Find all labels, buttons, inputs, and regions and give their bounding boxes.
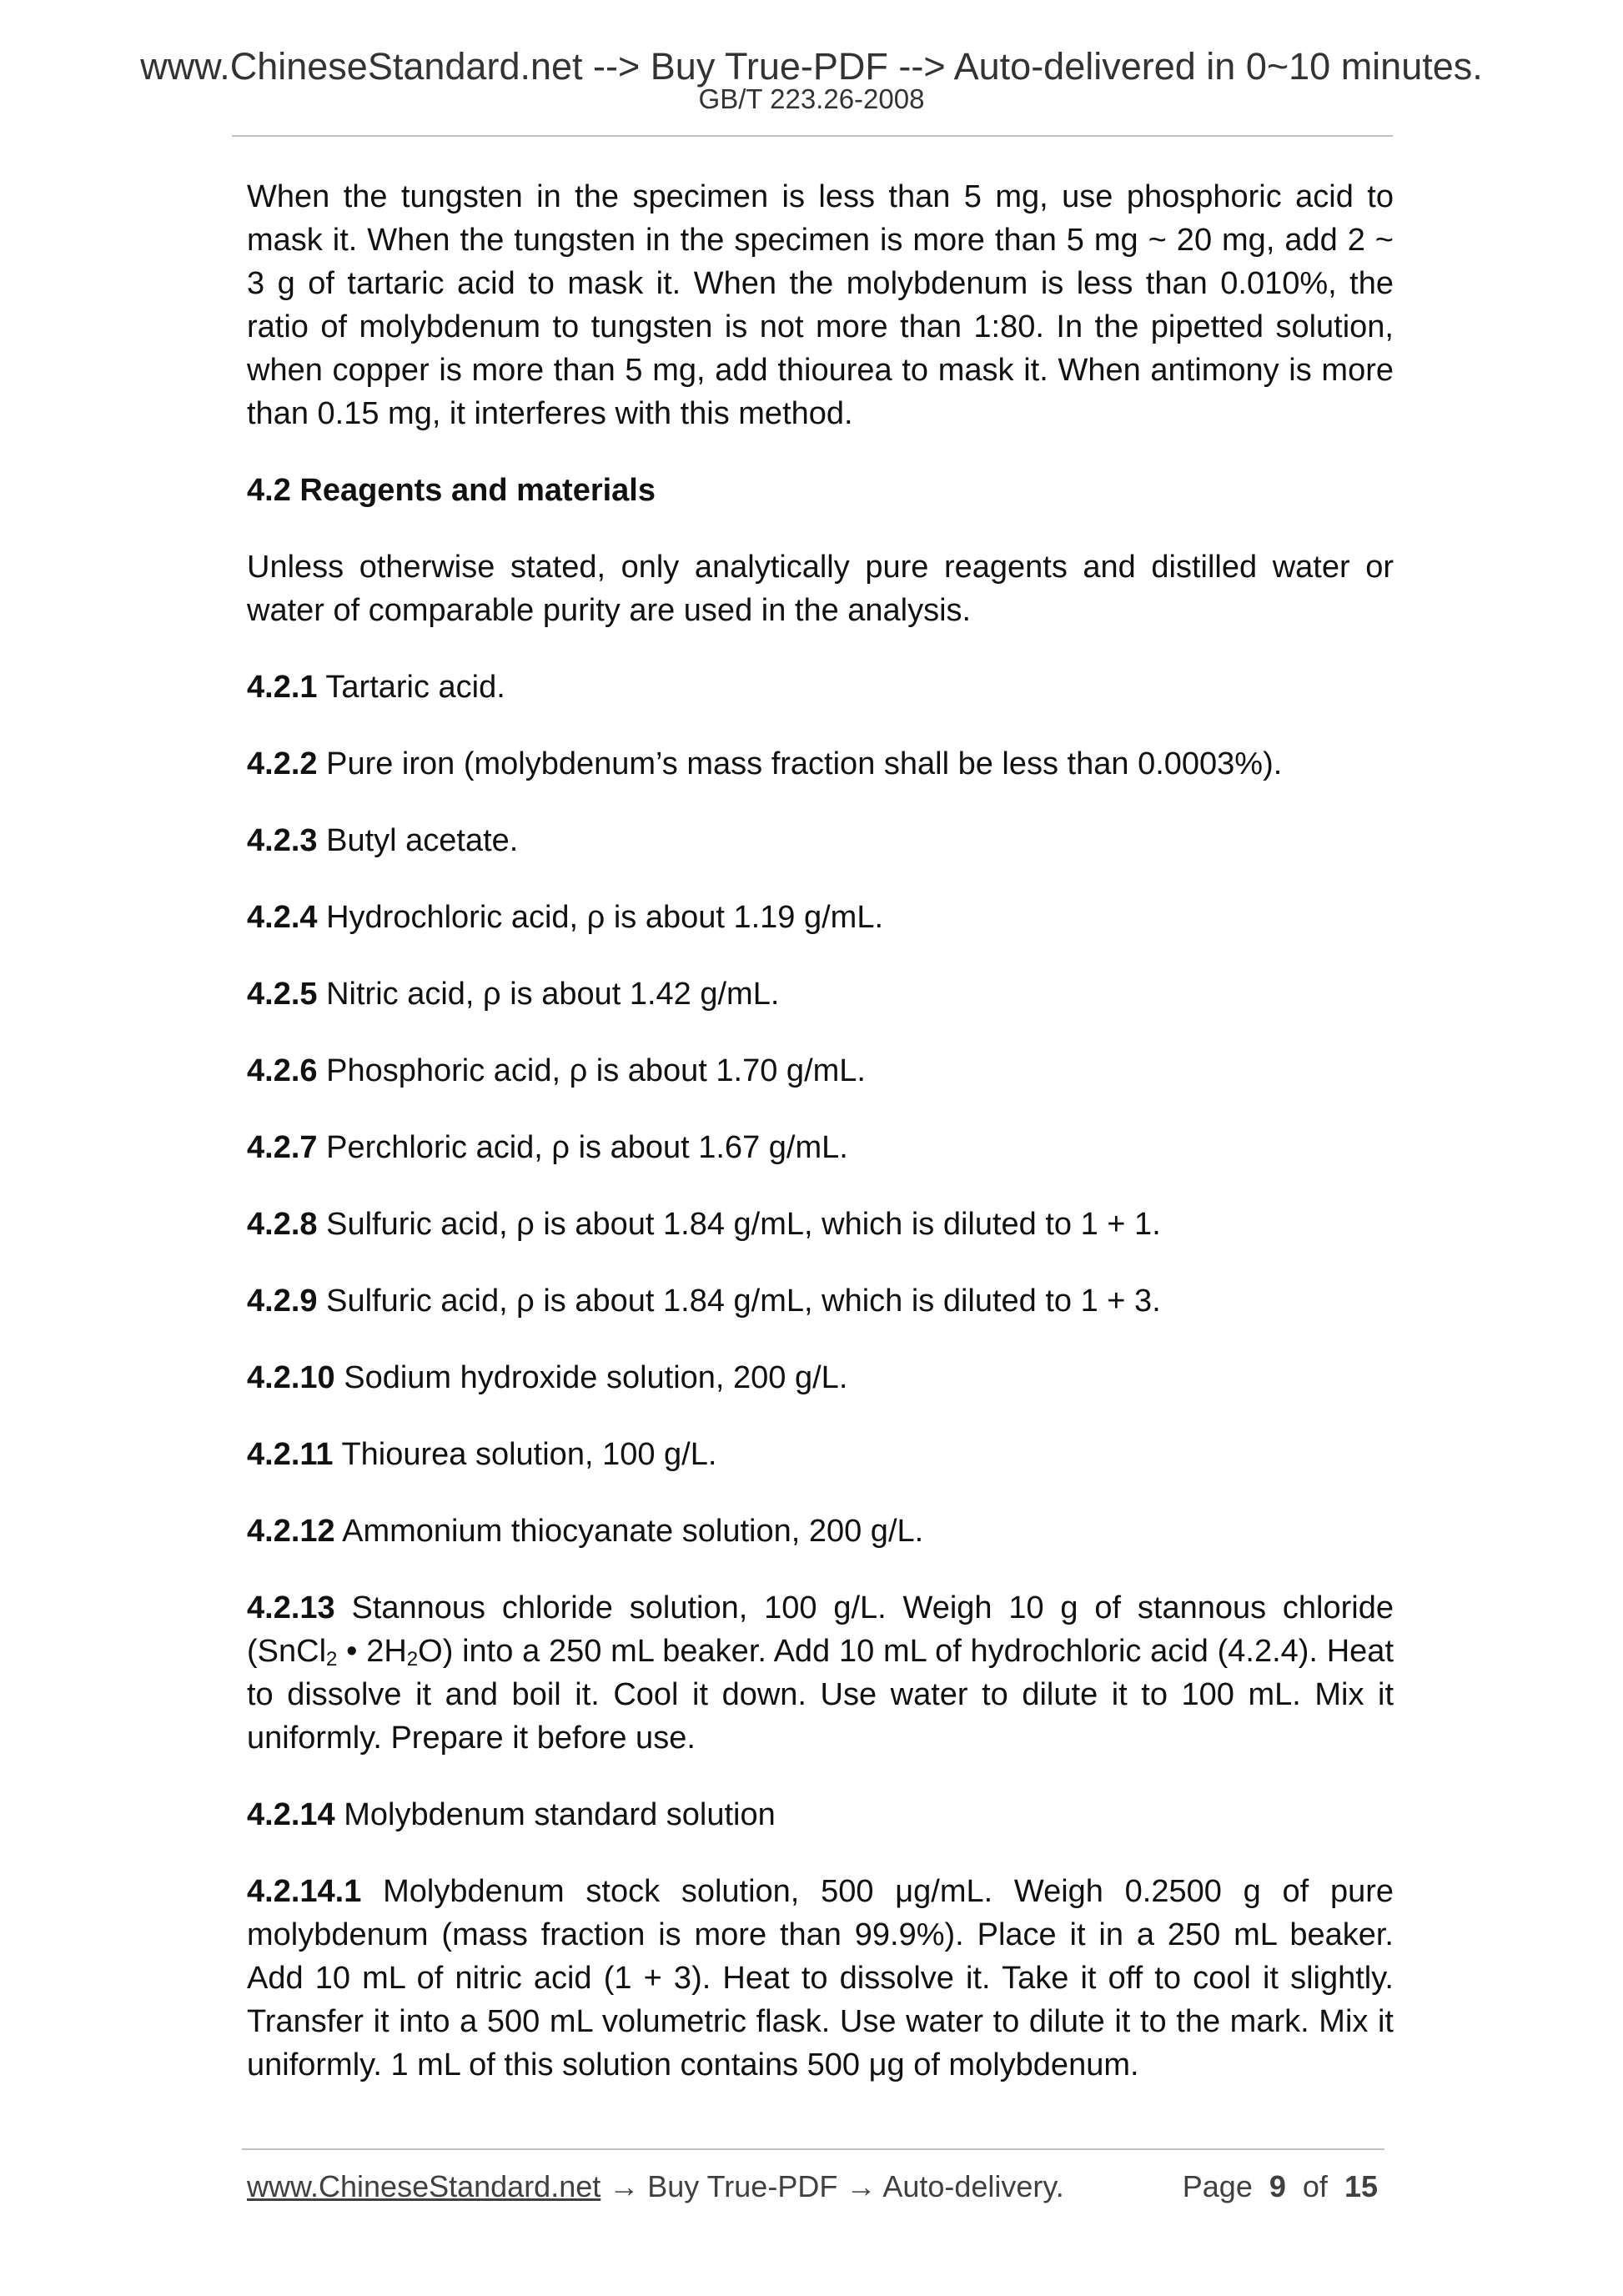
- section-heading: 4.2 Reagents and materials: [247, 473, 656, 508]
- total-pages: 15: [1344, 2169, 1378, 2203]
- item-number: 4.2.6: [247, 1053, 318, 1088]
- item-number: 4.2.7: [247, 1130, 318, 1165]
- item-number: 4.2.4: [247, 900, 318, 935]
- item-4-2-9: [247, 1279, 1394, 1323]
- item-text: Sulfuric acid, ρ is about 1.84 g/mL, which is diluted to 1 + 3.: [326, 1284, 1161, 1319]
- footer-left: [247, 2167, 1064, 2207]
- item-4-2-12: [247, 1510, 1394, 1553]
- item-number: 4.2.8: [247, 1207, 318, 1242]
- item-text: Sulfuric acid, ρ is about 1.84 g/mL, which is diluted to 1 + 1.: [326, 1207, 1161, 1242]
- header-divider: [232, 135, 1393, 137]
- item-4-2-1: [247, 666, 1394, 709]
- subscript: 2: [406, 1648, 419, 1671]
- item-text: Perchloric acid, ρ is about 1.67 g/mL.: [326, 1130, 848, 1165]
- item-text: Ammonium thiocyanate solution, 200 g/L.: [342, 1514, 924, 1549]
- item-4-2-14-1: [247, 1870, 1394, 2087]
- item-4-2-13: [247, 1586, 1394, 1760]
- item-text: Thiourea solution, 100 g/L.: [341, 1437, 717, 1472]
- item-text: Phosphoric acid, ρ is about 1.70 g/mL.: [326, 1053, 866, 1088]
- item-text: Nitric acid, ρ is about 1.42 g/mL.: [326, 977, 780, 1012]
- header-banner: www.ChineseStandard.net --> Buy True-PDF --> Auto-delivered in 0~10 minutes.: [140, 45, 1483, 88]
- footer-divider: [242, 2148, 1384, 2150]
- item-text: Hydrochloric acid, ρ is about 1.19 g/mL.: [326, 900, 884, 935]
- page-indicator: [1183, 2167, 1378, 2207]
- item-number: 4.2.1: [247, 670, 318, 705]
- subscript: 2: [326, 1648, 338, 1671]
- page-footer: [247, 2167, 1386, 2207]
- item-text: Stannous chloride solution, 100 g/L. Weigh 10 g of stannous chloride (SnCl: [247, 1590, 1394, 1669]
- item-4-2-11: [247, 1433, 1394, 1476]
- item-text: • 2H: [337, 1634, 407, 1669]
- item-number: 4.2.9: [247, 1284, 318, 1319]
- item-4-2-14: [247, 1793, 1394, 1836]
- section-intro-paragraph: Unless otherwise stated, only analytically pure reagents and distilled water or water of comparable purity are used in the analysis.: [247, 550, 1394, 628]
- page-number: 9: [1269, 2169, 1286, 2203]
- item-4-2-8: [247, 1203, 1394, 1246]
- item-text: Tartaric acid.: [325, 670, 505, 705]
- item-number: 4.2.13: [247, 1590, 335, 1625]
- item-number: 4.2.5: [247, 977, 318, 1012]
- item-text: Butyl acetate.: [326, 823, 519, 858]
- item-4-2-2: [247, 742, 1394, 786]
- footer-site-link[interactable]: www.ChineseStandard.net: [247, 2169, 601, 2203]
- item-number: 4.2.3: [247, 823, 318, 858]
- item-number: 4.2.14: [247, 1797, 335, 1832]
- item-text: Pure iron (molybdenum’s mass fraction shall be less than 0.0003%).: [326, 746, 1283, 781]
- item-number: 4.2.14.1: [247, 1874, 362, 1909]
- item-number: 4.2.11: [247, 1437, 334, 1472]
- document-body: [247, 175, 1394, 2120]
- item-text: Sodium hydroxide solution, 200 g/L.: [344, 1360, 848, 1395]
- item-number: 4.2.2: [247, 746, 318, 781]
- item-4-2-5: [247, 972, 1394, 1016]
- item-number: 4.2.10: [247, 1360, 335, 1395]
- standard-code: GB/T 223.26-2008: [698, 83, 925, 114]
- item-4-2-6: [247, 1049, 1394, 1093]
- item-4-2-4: [247, 896, 1394, 939]
- item-number: 4.2.12: [247, 1514, 335, 1549]
- item-4-2-10: [247, 1356, 1394, 1399]
- intro-paragraph: When the tungsten in the specimen is less than 5 mg, use phosphoric acid to mask it. When the tungsten in the specimen is more than 5 mg ~ 20 mg, add 2 ~ 3 g of tartaric acid to mask it. When the molybdenum is less than 0.010%, the ratio of molybdenum to tungsten is not more than 1:80. In the pipetted solution, when copper is more than 5 mg, add thiourea to mask it. When antimony is more than 0.15 mg, it interferes with this method.: [247, 179, 1394, 431]
- page-label: Page: [1182, 2169, 1253, 2203]
- footer-tagline: → Buy True-PDF → Auto-delivery.: [600, 2169, 1064, 2203]
- item-text: O) into a 250 mL beaker. Add 10 mL of hydrochloric acid (4.2.4). Heat to dissolve it and boil it. Cool it down. Use water to dilute it to 100 mL. Mix it uniformly. Prepare it before use.: [247, 1634, 1394, 1756]
- item-text: Molybdenum stock solution, 500 μg/mL. Weigh 0.2500 g of pure molybdenum (mass fraction is more than 99.9%). Place it in a 250 mL beaker. Add 10 mL of nitric acid (1 + 3). Heat to dissolve it. Take it off to cool it slightly. Transfer it into a 500 mL volumetric flask. Use water to dilute it to the mark. Mix it uniformly. 1 mL of this solution contains 500 μg of molybdenum.: [247, 1874, 1394, 2082]
- of-label: of: [1302, 2169, 1328, 2203]
- item-text: Molybdenum standard solution: [344, 1797, 776, 1832]
- item-4-2-7: [247, 1126, 1394, 1169]
- item-4-2-3: [247, 819, 1394, 862]
